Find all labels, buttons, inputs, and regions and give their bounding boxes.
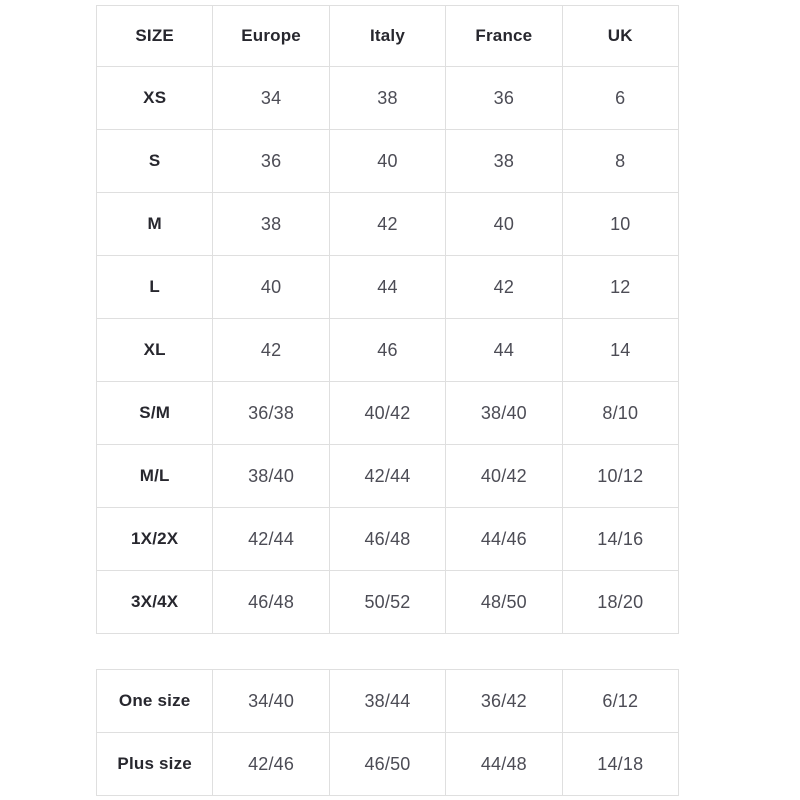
column-header-uk: UK xyxy=(562,6,678,67)
table-cell: 44 xyxy=(329,256,445,319)
row-label: XL xyxy=(97,319,213,382)
column-header-size: SIZE xyxy=(97,6,213,67)
table-cell: 10/12 xyxy=(562,445,678,508)
size-conversion-table xyxy=(96,5,679,634)
table-cell: 38 xyxy=(446,130,562,193)
table-row-xl xyxy=(97,319,679,382)
column-header-france: France xyxy=(446,6,562,67)
column-header-europe: Europe xyxy=(213,6,329,67)
table-cell: 34 xyxy=(213,67,329,130)
table-cell: 18/20 xyxy=(562,571,678,634)
table-cell: 6/12 xyxy=(562,670,678,733)
table-cell: 36/38 xyxy=(213,382,329,445)
table-cell: 44/46 xyxy=(446,508,562,571)
table-cell: 38/44 xyxy=(329,670,445,733)
table-cell: 36/42 xyxy=(446,670,562,733)
row-label: 1X/2X xyxy=(97,508,213,571)
table-cell: 8 xyxy=(562,130,678,193)
table-cell: 50/52 xyxy=(329,571,445,634)
table-row-1x2x xyxy=(97,508,679,571)
row-label: Plus size xyxy=(97,733,213,796)
header-row xyxy=(97,6,679,67)
table-cell: 40/42 xyxy=(446,445,562,508)
table-cell: 42 xyxy=(329,193,445,256)
row-label: S xyxy=(97,130,213,193)
table-cell: 44 xyxy=(446,319,562,382)
table-cell: 10 xyxy=(562,193,678,256)
table-row-ml xyxy=(97,445,679,508)
table-cell: 40 xyxy=(329,130,445,193)
table-cell: 42/44 xyxy=(329,445,445,508)
row-label: M/L xyxy=(97,445,213,508)
table-row-3x4x xyxy=(97,571,679,634)
table-cell: 46 xyxy=(329,319,445,382)
table-row-one-size xyxy=(97,670,679,733)
table-row-xs xyxy=(97,67,679,130)
table-row-plus-size xyxy=(97,733,679,796)
table-cell: 46/48 xyxy=(329,508,445,571)
table-cell: 36 xyxy=(213,130,329,193)
row-label: L xyxy=(97,256,213,319)
table-cell: 12 xyxy=(562,256,678,319)
table-row-m xyxy=(97,193,679,256)
table-cell: 46/48 xyxy=(213,571,329,634)
table-row-sm xyxy=(97,382,679,445)
column-header-italy: Italy xyxy=(329,6,445,67)
table-cell: 38/40 xyxy=(213,445,329,508)
table-cell: 40 xyxy=(446,193,562,256)
row-label: 3X/4X xyxy=(97,571,213,634)
table-cell: 6 xyxy=(562,67,678,130)
table-cell: 38 xyxy=(213,193,329,256)
table-cell: 8/10 xyxy=(562,382,678,445)
table-row-s xyxy=(97,130,679,193)
table-cell: 42/44 xyxy=(213,508,329,571)
table-cell: 14/16 xyxy=(562,508,678,571)
table-row-l xyxy=(97,256,679,319)
row-label: XS xyxy=(97,67,213,130)
table-cell: 38 xyxy=(329,67,445,130)
table-cell: 44/48 xyxy=(446,733,562,796)
table-cell: 14/18 xyxy=(562,733,678,796)
table-cell: 40 xyxy=(213,256,329,319)
table-cell: 14 xyxy=(562,319,678,382)
row-label: M xyxy=(97,193,213,256)
table-cell: 36 xyxy=(446,67,562,130)
row-label: One size xyxy=(97,670,213,733)
table-cell: 42 xyxy=(446,256,562,319)
table-cell: 34/40 xyxy=(213,670,329,733)
table-cell: 40/42 xyxy=(329,382,445,445)
table-cell: 46/50 xyxy=(329,733,445,796)
table-cell: 42/46 xyxy=(213,733,329,796)
table-cell: 42 xyxy=(213,319,329,382)
row-label: S/M xyxy=(97,382,213,445)
one-size-plus-size-table xyxy=(96,669,679,796)
table-cell: 38/40 xyxy=(446,382,562,445)
table-cell: 48/50 xyxy=(446,571,562,634)
